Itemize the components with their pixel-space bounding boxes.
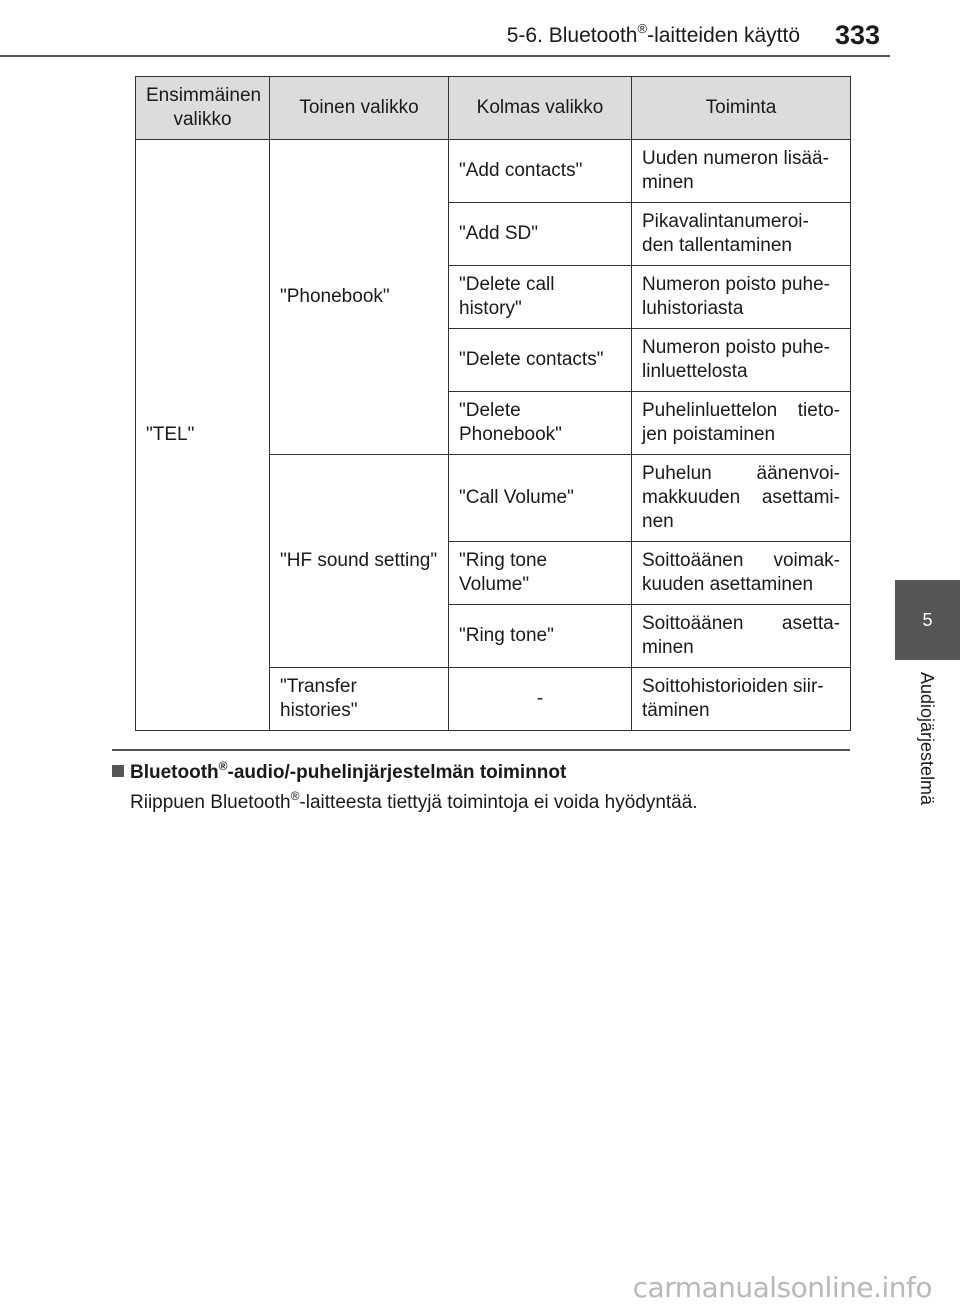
chapter-number: 5 — [922, 609, 933, 630]
second-menu-phonebook: "Phonebook" — [270, 140, 449, 455]
section-body — [130, 789, 698, 814]
third-menu-cell: "Ring tone Volume" — [449, 542, 632, 605]
header-second-menu: Toinen valikko — [270, 77, 449, 140]
section-heading — [112, 759, 567, 784]
function-cell: Puhelinluettelon tieto-jen poistaminen — [632, 392, 851, 455]
section-heading-prefix: Bluetooth — [130, 762, 219, 783]
page-header-title — [470, 21, 800, 48]
table-header-row — [136, 77, 851, 140]
third-menu-cell: "Ring tone" — [449, 605, 632, 668]
section-body-prefix: Riippuen Bluetooth — [130, 792, 291, 813]
header-function: Toiminta — [632, 77, 851, 140]
watermark: carmanualsonline.info — [632, 1271, 932, 1304]
section-divider — [112, 749, 850, 751]
header-title-prefix: 5-6. Bluetooth — [506, 24, 638, 47]
registered-mark: ® — [290, 789, 300, 803]
menu-table — [135, 76, 851, 731]
section-heading-suffix: -audio/-puhelinjärjestelmän toiminnot — [227, 762, 567, 783]
third-menu-cell: "Delete Phonebook" — [449, 392, 632, 455]
third-menu-cell: "Call Volume" — [449, 455, 632, 542]
table-row — [136, 140, 851, 203]
header-first-menu: Ensimmäinen valikko — [136, 77, 270, 140]
chapter-label — [895, 672, 960, 832]
third-menu-cell: "Delete contacts" — [449, 329, 632, 392]
function-cell: Numeron poisto puhe-linluettelosta — [632, 329, 851, 392]
third-menu-cell: - — [449, 668, 632, 731]
page-number: 333 — [835, 20, 881, 50]
chapter-tab — [895, 580, 960, 660]
first-menu-cell: "TEL" — [136, 140, 270, 731]
registered-mark: ® — [637, 21, 648, 36]
function-cell: Soittohistorioiden siir-täminen — [632, 668, 851, 731]
function-cell: Soittoäänen asetta-minen — [632, 605, 851, 668]
third-menu-cell: "Add SD" — [449, 203, 632, 266]
third-menu-cell: "Delete call history" — [449, 266, 632, 329]
function-cell: Uuden numeron lisää-minen — [632, 140, 851, 203]
header-third-menu: Kolmas valikko — [449, 77, 632, 140]
chapter-label-text: Audiojärjestelmä — [916, 672, 937, 806]
registered-mark: ® — [218, 759, 228, 773]
function-cell: Puhelun äänenvoi-makkuuden asettami-nen — [632, 455, 851, 542]
second-menu-hf-sound: "HF sound setting" — [270, 455, 449, 668]
function-cell: Numeron poisto puhe-luhistoriasta — [632, 266, 851, 329]
function-cell: Soittoäänen voimak-kuuden asettaminen — [632, 542, 851, 605]
third-menu-cell: "Add contacts" — [449, 140, 632, 203]
section-body-suffix: -laitteesta tiettyjä toimintoja ei voida hyödyntää. — [299, 792, 698, 813]
square-bullet-icon — [112, 765, 124, 777]
function-cell: Pikavalintanumeroi-den tallentaminen — [632, 203, 851, 266]
header-title-suffix: -laitteiden käyttö — [647, 24, 800, 47]
second-menu-transfer: "Transfer histories" — [270, 668, 449, 731]
header-divider — [0, 55, 890, 57]
